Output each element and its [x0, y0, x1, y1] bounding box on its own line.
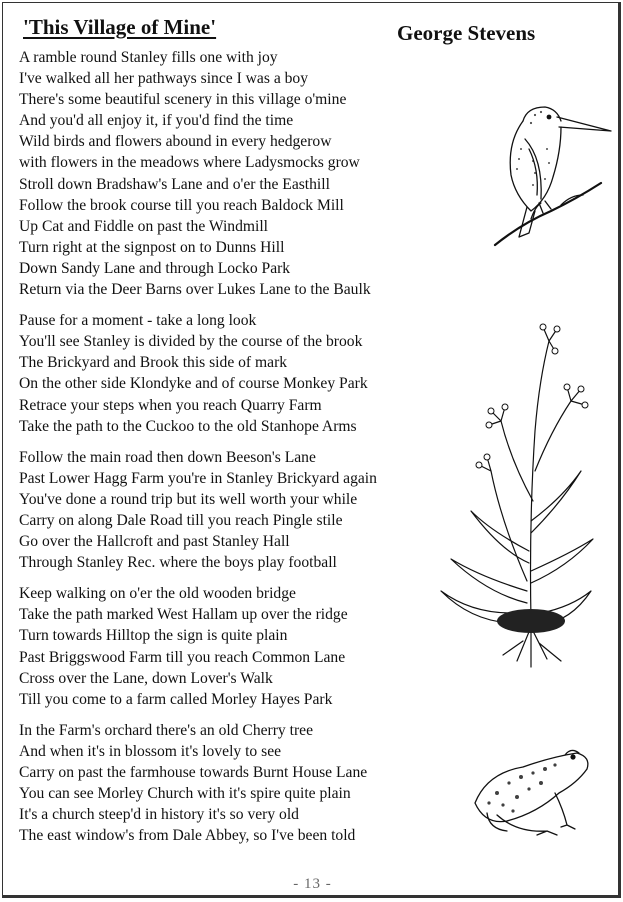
poem-line: with flowers in the meadows where Ladysmocks grow: [19, 154, 360, 172]
poem-line: And you'd all enjoy it, if you'd find the time: [19, 112, 294, 130]
poem-line: There's some beautiful scenery in this village o'mine: [19, 91, 347, 109]
poem-author: George Stevens: [397, 21, 536, 45]
poem-line: Carry on along Dale Road till you reach Pingle stile: [19, 511, 343, 529]
poem-line: In the Farm's orchard there's an old Cherry tree: [19, 721, 313, 739]
stanza-2: [19, 310, 459, 437]
poem-line: Up Cat and Fiddle on past the Windmill: [19, 217, 268, 235]
kingfisher-illustration: [491, 99, 615, 249]
poem-line: I've walked all her pathways since I was a boy: [19, 70, 309, 88]
poem-line: Past Lower Hagg Farm you're in Stanley Brickyard again: [19, 469, 377, 487]
poem-line: The Brickyard and Brook this side of mark: [19, 354, 288, 372]
frog-illustration: [467, 743, 597, 839]
kingfisher-eye: [547, 115, 552, 120]
stanza-5: [19, 720, 459, 847]
poem-line: Take the path to the Cuckoo to the old Stanhope Arms: [19, 417, 357, 435]
poem-line: You'll see Stanley is divided by the course of the brook: [19, 333, 363, 351]
frog-eye: [570, 754, 575, 759]
poem-line: You can see Morley Church with it's spire quite plain: [19, 785, 351, 803]
poem-line: Till you come to a farm called Morley Hayes Park: [19, 690, 333, 708]
poem-line: Follow the main road then down Beeson's Lane: [19, 448, 316, 466]
poem-line: It's a church steep'd in history it's so very old: [19, 806, 299, 824]
poem-line: Down Sandy Lane and through Locko Park: [19, 259, 291, 277]
poem-line: Pause for a moment - take a long look: [19, 312, 257, 330]
stanza-4: [19, 583, 459, 710]
poem-line: Through Stanley Rec. where the boys play football: [19, 554, 337, 572]
poem-line: Stroll down Bradshaw's Lane and o'er the Easthill: [19, 175, 330, 193]
poem-page: [2, 2, 621, 898]
poem-line: Retrace your steps when you reach Quarry Farm: [19, 396, 322, 414]
poem-line: And when it's in blossom it's lovely to see: [19, 742, 282, 760]
poem-line: Wild birds and flowers abound in every hedgerow: [19, 133, 332, 151]
poem-line: On the other side Klondyke and of course Monkey Park: [19, 375, 368, 393]
poem-line: Carry on past the farmhouse towards Burnt House Lane: [19, 764, 368, 781]
poem-line: Return via the Deer Barns over Lukes Lane to the Baulk: [19, 281, 371, 299]
poem-line: Follow the brook course till you reach Baldock Mill: [19, 196, 344, 214]
poem-line: Go over the Hallcroft and past Stanley Hall: [19, 533, 290, 551]
poem-line: Take the path marked West Hallam up over the ridge: [19, 606, 348, 624]
poem-title: 'This Village of Mine': [23, 15, 217, 39]
stanza-1: [19, 47, 459, 300]
poem-line: Cross over the Lane, down Lover's Walk: [19, 669, 273, 687]
poem-body: [19, 47, 459, 856]
poem-line: A ramble round Stanley fills one with joy: [19, 49, 278, 66]
ladysmock-plant-illustration: [431, 321, 601, 683]
poem-line: Keep walking on o'er the old wooden bridge: [19, 585, 296, 603]
root-soil-clump: [497, 609, 565, 633]
poem-line: Turn right at the signpost on to Dunns Hill: [19, 238, 285, 256]
poem-line: Past Briggswood Farm till you reach Common Lane: [19, 648, 346, 666]
poem-line: The east window's from Dale Abbey, so I've been told: [19, 827, 356, 845]
page-number: - 13 -: [293, 876, 332, 892]
stanza-3: [19, 447, 459, 574]
poem-line: Turn towards Hilltop the sign is quite plain: [19, 627, 288, 645]
poem-line: You've done a round trip but its well worth your while: [19, 490, 358, 508]
